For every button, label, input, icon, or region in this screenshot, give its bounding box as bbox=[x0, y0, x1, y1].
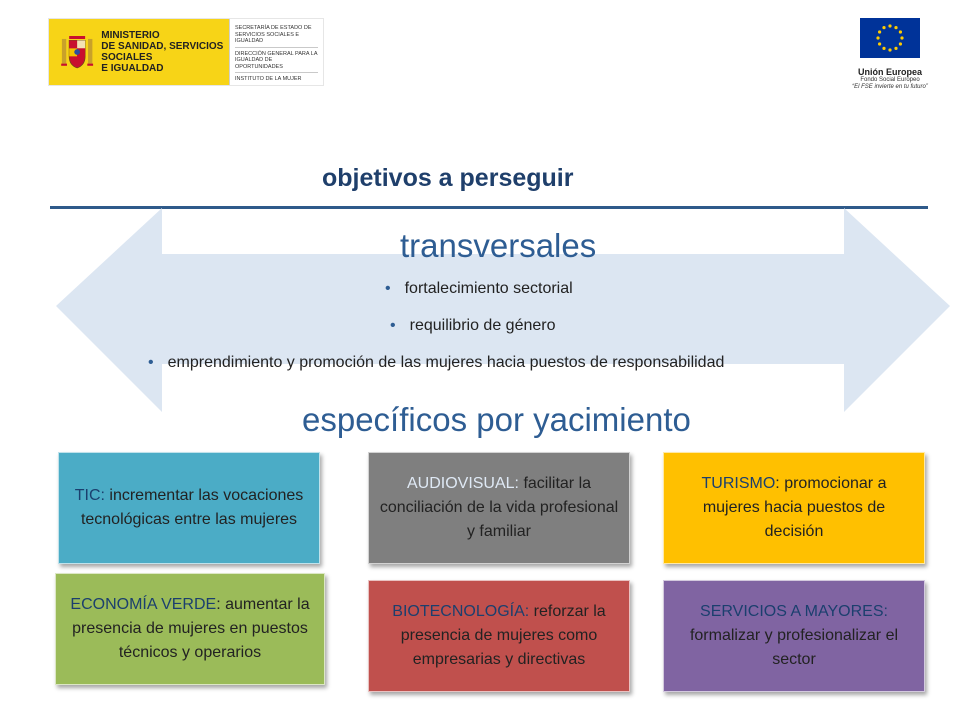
box-economia-verde-text: : aumentar la presencia de mujeres en puestos técnicos y operarios bbox=[72, 596, 310, 661]
spain-coat-of-arms-icon bbox=[59, 24, 95, 80]
bullet-icon: • bbox=[148, 354, 154, 371]
transversal-item-1 bbox=[385, 280, 573, 298]
ministry-departments bbox=[229, 19, 323, 85]
ministry-name bbox=[101, 30, 229, 74]
box-biotecnologia-text: reforzar la presencia de mujeres como empresarias y directivas bbox=[400, 603, 606, 668]
ministry-logo-yellow-band bbox=[49, 19, 229, 85]
box-audiovisual bbox=[368, 452, 630, 564]
transversal-item-3 bbox=[148, 354, 724, 372]
box-servicios-label: SERVICIOS A MAYORES: bbox=[700, 603, 888, 620]
ministry-logo bbox=[48, 18, 324, 86]
box-turismo-label: TURISMO bbox=[701, 475, 776, 492]
ministry-line-2: DE SANIDAD, SERVICIOS SOCIALES bbox=[101, 41, 224, 63]
eu-logo bbox=[840, 18, 940, 93]
bullet-icon: • bbox=[385, 280, 391, 297]
transversal-item-1-text: fortalecimiento sectorial bbox=[404, 280, 573, 297]
secretaria-text: SECRETARÍA DE ESTADO DE SERVICIOS SOCIALES E IGUALDAD bbox=[235, 25, 318, 48]
ministry-line-3: E IGUALDAD bbox=[101, 63, 164, 74]
box-audiovisual-text: facilitar la conciliación de la vida profesional y familiar bbox=[379, 475, 619, 540]
box-biotecnologia-label: BIOTECNOLOGÍA: bbox=[392, 603, 530, 620]
box-tic-label: TIC: bbox=[74, 487, 105, 504]
especificos-heading: específicos por yacimiento bbox=[302, 401, 691, 438]
box-turismo-text: : promocionar a mujeres hacia puestos de decisión bbox=[702, 475, 887, 540]
bullet-icon: • bbox=[390, 317, 396, 334]
transversal-item-2 bbox=[390, 317, 555, 335]
eu-title: Unión Europea bbox=[857, 67, 922, 77]
box-servicios-text: formalizar y profesionalizar el sector bbox=[689, 627, 899, 668]
box-audiovisual-label: AUDIOVISUAL: bbox=[406, 475, 519, 492]
page-title: objetivos a perseguir bbox=[322, 164, 574, 192]
box-tic-text: incrementar las vocaciones tecnológicas entre las mujeres bbox=[80, 487, 304, 528]
transversal-item-3-text: emprendimiento y promoción de las mujeres hacia puestos de responsabilidad bbox=[167, 354, 725, 371]
box-economia-verde-label: ECONOMÍA VERDE bbox=[70, 596, 217, 613]
box-biotecnologia bbox=[368, 580, 630, 692]
box-economia-verde bbox=[55, 573, 325, 685]
ministry-line-1: MINISTERIO bbox=[101, 30, 160, 41]
eu-flag-icon bbox=[860, 18, 920, 58]
transversal-item-2-text: requilibrio de género bbox=[409, 317, 556, 334]
box-turismo bbox=[663, 452, 925, 564]
box-servicios-mayores bbox=[663, 580, 925, 692]
instituto-text: INSTITUTO DE LA MUJER bbox=[235, 76, 302, 82]
eu-fund-text: Fondo Social Europeo bbox=[860, 77, 920, 83]
transversales-heading: transversales bbox=[400, 227, 597, 264]
box-tic bbox=[58, 452, 320, 564]
direccion-text: DIRECCIÓN GENERAL PARA LA IGUALDAD DE OPORTUNIDADES bbox=[235, 51, 318, 74]
eu-motto-text: “El FSE invierte en tu futuro” bbox=[852, 84, 928, 90]
